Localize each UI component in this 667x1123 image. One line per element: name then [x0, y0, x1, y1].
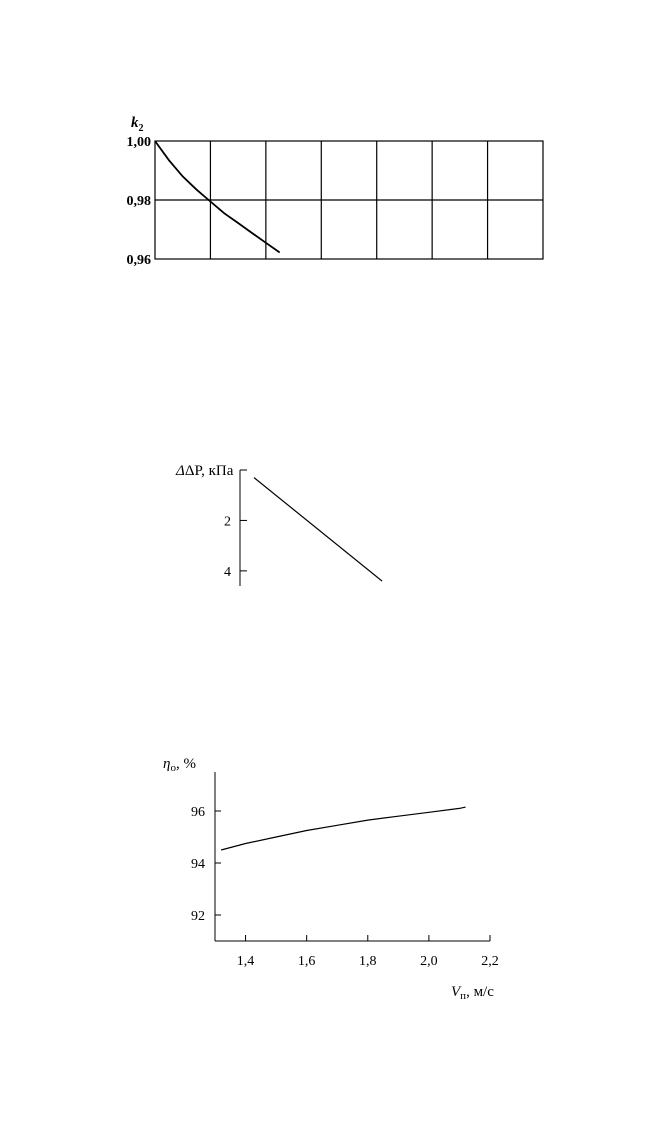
efficiency-y-tick-label: 96	[191, 805, 205, 820]
efficiency-axes	[215, 772, 490, 941]
efficiency-y-tick-label: 94	[191, 857, 205, 872]
pressure-axis-label: ΔΔP, кПа	[176, 463, 234, 479]
k2-y-tick-label: 0,98	[126, 194, 151, 209]
efficiency-x-tick-label: 1,6	[297, 954, 316, 969]
efficiency-x-ticks	[237, 935, 499, 969]
efficiency-curve	[221, 807, 466, 850]
efficiency-x-tick-label: 2,0	[420, 954, 438, 969]
efficiency-x-tick-label: 1,8	[359, 954, 377, 969]
pressure-chart	[0, 440, 667, 640]
k2-y-tick-label: 0,96	[126, 253, 151, 268]
pressure-y-tick-label: 4	[224, 564, 231, 580]
k2-grid	[155, 141, 543, 259]
pressure-curve	[254, 478, 382, 581]
efficiency-x-axis-label: $V_п$, м/с	[451, 984, 494, 1002]
pressure-y-tick-label: 2	[224, 514, 231, 530]
k2-axis-label: $k_2$	[131, 115, 144, 134]
efficiency-y-axis-label: $\eta_о$, %	[163, 756, 196, 774]
efficiency-chart	[0, 740, 667, 1040]
efficiency-y-ticks	[191, 805, 221, 924]
k2-y-tick-label: 1,00	[126, 135, 151, 150]
k2-curve	[155, 141, 280, 253]
pressure-y-ticks	[224, 470, 247, 580]
k2-chart	[0, 0, 667, 300]
efficiency-x-tick-label: 1,4	[236, 954, 255, 969]
k2-y-ticks	[127, 135, 152, 268]
efficiency-y-tick-label: 92	[191, 909, 205, 924]
efficiency-x-tick-label: 2,2	[481, 954, 499, 969]
